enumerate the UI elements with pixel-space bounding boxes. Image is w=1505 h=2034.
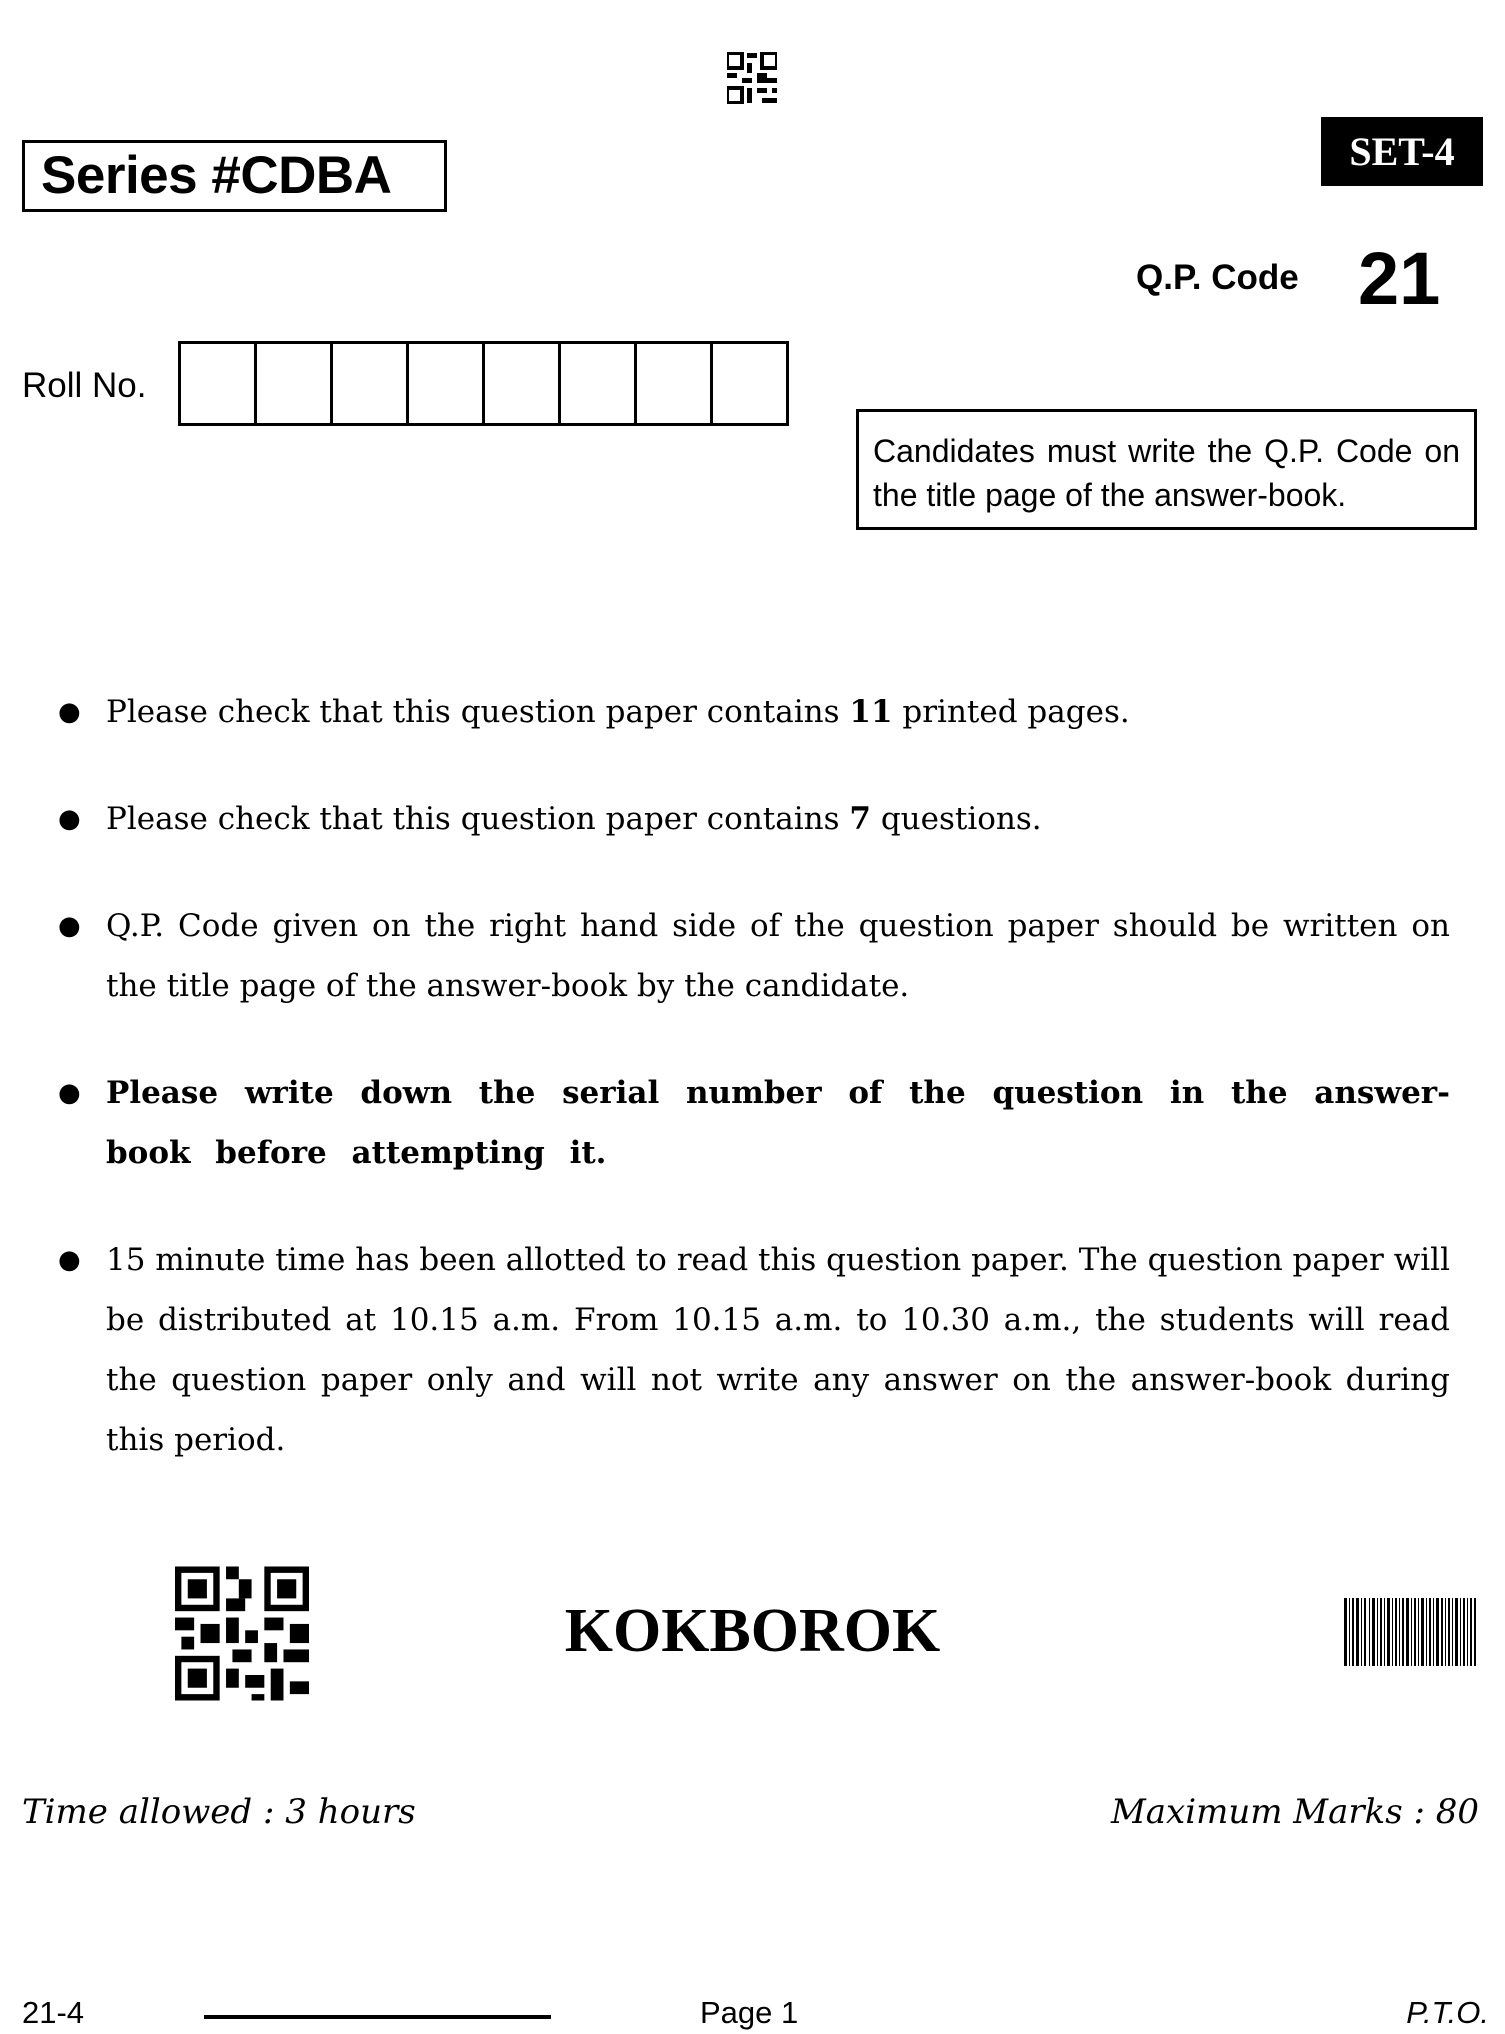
instruction-text: questions. xyxy=(870,801,1042,837)
instruction-text: printed pages. xyxy=(892,694,1130,730)
instruction-item xyxy=(58,1230,1450,1470)
subject-title: KOKBOROK xyxy=(564,1597,941,1665)
footer-divider xyxy=(204,2015,551,2019)
page-number: Page 1 xyxy=(700,1995,799,2030)
roll-no-box xyxy=(713,344,786,423)
instruction-text: Please check that this question paper contains xyxy=(106,694,850,730)
qp-code-value: 21 xyxy=(1358,237,1441,320)
qr-code-icon xyxy=(727,52,777,104)
instruction-item xyxy=(58,896,1450,1016)
instruction-item xyxy=(58,1063,1450,1183)
roll-no-box xyxy=(561,344,637,423)
instruction-text: 15 minute time has been allotted to read this question paper. The question paper will be distributed at 10.15 a.m. From 10.15 a.m. to 10.30 a.m., the students will read the question paper only and will not write any answer on the answer-book during this period. xyxy=(106,1242,1450,1458)
bullet-icon: ● xyxy=(58,697,81,727)
qp-code-label: Q.P. Code xyxy=(1136,258,1299,297)
roll-no-box xyxy=(637,344,713,423)
question-count: 7 xyxy=(849,801,871,837)
instructions-list xyxy=(58,682,1450,1517)
series-label: Series #CDBA xyxy=(22,140,447,212)
bullet-icon: ● xyxy=(58,1078,81,1108)
instruction-item xyxy=(58,682,1450,742)
maximum-marks: Maximum Marks : 80 xyxy=(1110,1792,1479,1832)
bullet-icon: ● xyxy=(58,804,81,834)
roll-no-box xyxy=(257,344,333,423)
time-allowed: Time allowed : 3 hours xyxy=(22,1792,416,1832)
roll-no-box xyxy=(333,344,409,423)
barcode-icon xyxy=(1344,1598,1476,1666)
qr-code-icon xyxy=(175,1566,309,1701)
roll-no-box xyxy=(485,344,561,423)
bullet-icon: ● xyxy=(58,1245,81,1275)
roll-no-label: Roll No. xyxy=(22,366,147,405)
instruction-text: Please check that this question paper contains xyxy=(106,801,850,837)
roll-no-box xyxy=(409,344,485,423)
instruction-text: Q.P. Code given on the right hand side of the question paper should be written on the title page of the answer-book by the candidate. xyxy=(106,908,1450,1004)
set-badge: SET-4 xyxy=(1321,117,1483,186)
pto-label: P.T.O. xyxy=(1406,1995,1489,2030)
footer-code: 21-4 xyxy=(22,1995,85,2030)
roll-no-box xyxy=(181,344,257,423)
candidate-note: Candidates must write the Q.P. Code on the title page of the answer-book. xyxy=(856,409,1477,530)
page-count: 11 xyxy=(849,694,893,730)
roll-no-boxes xyxy=(178,341,789,426)
instruction-item xyxy=(58,789,1450,849)
instruction-text: Please write down the serial number of the question in the answer-book before attempting it. xyxy=(106,1075,1450,1171)
bullet-icon: ● xyxy=(58,911,81,941)
